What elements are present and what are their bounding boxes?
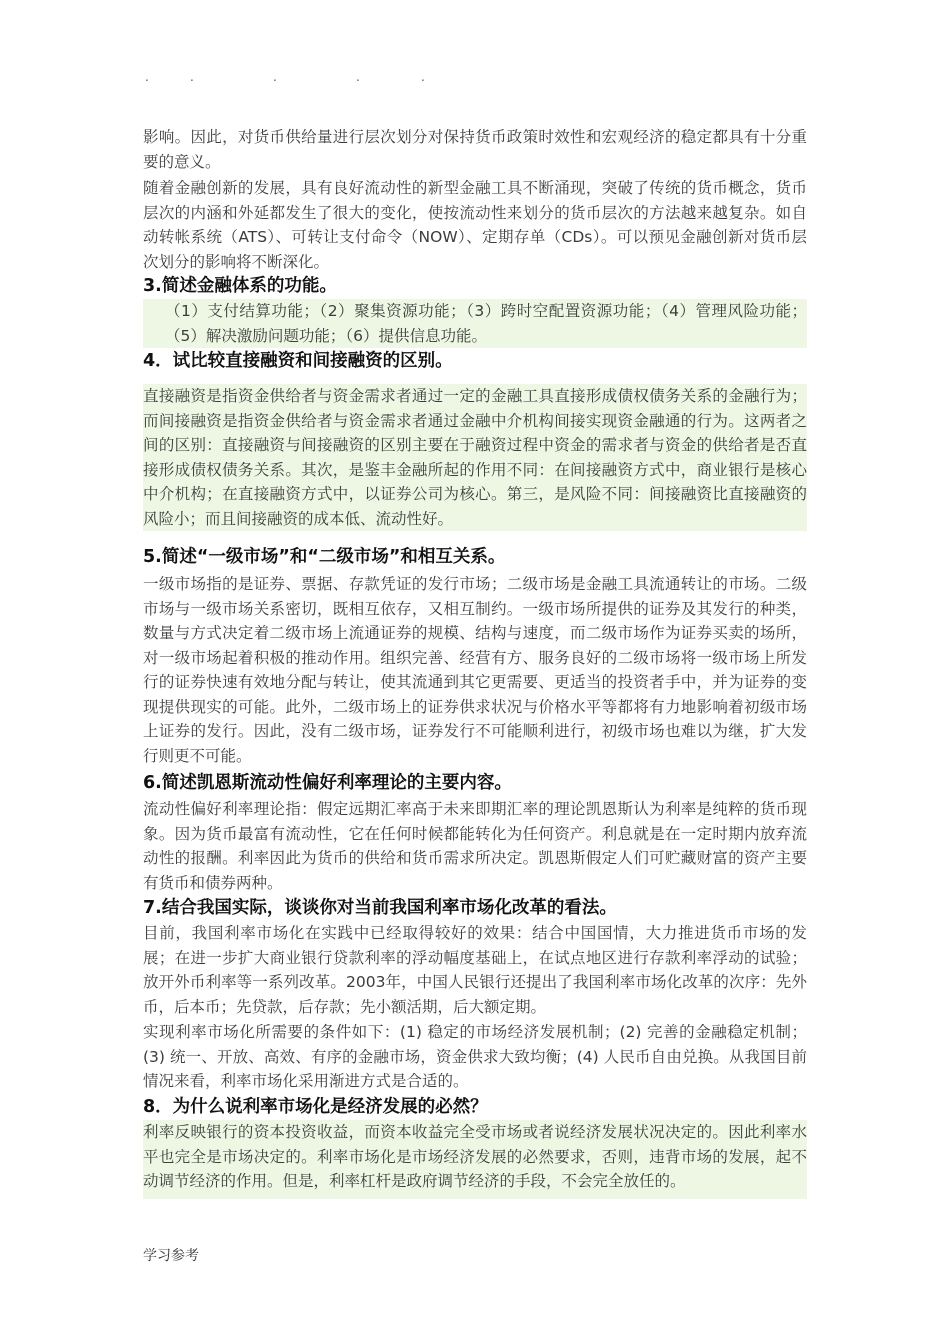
- footer-label: 学习参考: [143, 1248, 199, 1264]
- answer-7-part2: 实现利率市场化所需要的条件如下：(1) 稳定的市场经济发展机制；(2) 完善的金融稳定机制；(3) 统一、开放、高效、有序的金融市场，资金供求大致均衡；(4) 人民币自由兑换。从我国目前情况来看，利率市场化采用渐进方式是合适的。: [143, 1023, 807, 1090]
- answer-5: 一级市场指的是证券、票据、存款凭证的发行市场；二级市场是金融工具流通转让的市场。二级市场与一级市场关系密切，既相互依存，又相互制约。一级市场所提供的证券及其发行的种类，数量与方式决定着二级市场上流通证券的规模、结构与速度，而二级市场作为证券买卖的场所，对一级市场起着积极的推动作用。组织完善、经营有方、服务良好的二级市场将一级市场上所发行的证券快速有效地分配与转让，使其流通到其它更需要、更适当的投资者手中，并为证券的变现提供现实的可能。此外，二级市场上的证券供求状况与价格水平等都将有力地影响着初级市场上证券的发行。因此，没有二级市场，证券发行不可能顺利进行，初级市场也难以为继，扩大发行则更不可能。: [143, 575, 807, 765]
- question-8-heading: 8．为什么说利率市场化是经济发展的必然？: [143, 1097, 488, 1117]
- answer-8: 利率反映银行的资本投资收益，而资本收益完全受市场或者说经济发展状况决定的。因此利率水平也完全是市场决定的。利率市场化是市场经济发展的必然要求，否则，违背市场的发展，起不动调节经济的作用。但是，利率杠杆是政府调节经济的手段，不会完全放任的。: [143, 1120, 807, 1199]
- question-7-heading: 7.结合我国实际，谈谈你对当前我国利率市场化改革的看法。: [143, 898, 617, 918]
- header-dot: .: [356, 70, 360, 84]
- question-4-heading: 4．试比较直接融资和间接融资的区别。: [143, 351, 453, 371]
- question-6-heading: 6.简述凯恩斯流动性偏好利率理论的主要内容。: [143, 773, 512, 793]
- answer-6: 流动性偏好利率理论指：假定远期汇率高于未来即期汇率的理论凯恩斯认为利率是纯粹的货币现象。因为货币最富有流动性，它在任何时候都能转化为任何资产。利息就是在一定时期内放弃流动性的报酬。利率因此为货币的供给和货币需求所决定。凯恩斯假定人们可贮藏财富的资产主要有货币和债券两种。: [143, 800, 807, 892]
- header-dot: .: [421, 70, 425, 84]
- question-5-heading: 5.简述“一级市场”和“二级市场”和相互关系。: [143, 547, 506, 567]
- header-dot: .: [145, 70, 149, 84]
- answer-4: 直接融资是指资金供给者与资金需求者通过一定的金融工具直接形成债权债务关系的金融行为；而间接融资是指资金供给者与资金需求者通过金融中介机构间接实现资金融通的行为。这两者之间的区别：直接融资与间接融资的区别主要在于融资过程中资金的需求者与资金的供给者是否直接形成债权债务关系。其次，是鉴丰金融所起的作用不同：在间接融资方式中，商业银行是核心中介机构；在直接融资方式中，以证券公司为核心。第三，是风险不同：间接融资比直接融资的风险小；而且间接融资的成本低、流动性好。: [143, 384, 807, 531]
- paragraph-financial-innovation: 随着金融创新的发展，具有良好流动性的新型金融工具不断涌现，突破了传统的货币概念，货币层次的内涵和外延都发生了很大的变化，使按流动性来划分的货币层次的方法越来越复杂。如自动转帐系统（ATS）、可转让支付命令（NOW）、定期存单（CDs）。可以预见金融创新对货币层次划分的影响将不断深化。: [143, 179, 807, 271]
- answer-3: （1）支付结算功能；（2）聚集资源功能；（3）跨时空配置资源功能；（4）管理风险功能；（5）解决激励问题功能；（6）提供信息功能。: [143, 299, 807, 348]
- header-dot: .: [273, 70, 277, 84]
- answer-7-part1: 目前，我国利率市场化在实践中已经取得较好的效果：结合中国国情，大力推进货币市场的发展；在进一步扩大商业银行贷款利率的浮动幅度基础上，在试点地区进行存款利率浮动的试验；放开外币利率等一系列改革。2003年，中国人民银行还提出了我国利率市场化改革的次序：先外币，后本币；先贷款，后存款；先小额活期，后大额定期。: [143, 924, 807, 1016]
- question-3-heading: 3.简述金融体系的功能。: [143, 276, 337, 296]
- header-dots: [140, 70, 440, 84]
- paragraph-monetary-significance: 影响。因此，对货币供给量进行层次划分对保持货币政策时效性和宏观经济的稳定都具有十分重要的意义。: [143, 128, 807, 171]
- header-dot: .: [190, 70, 194, 84]
